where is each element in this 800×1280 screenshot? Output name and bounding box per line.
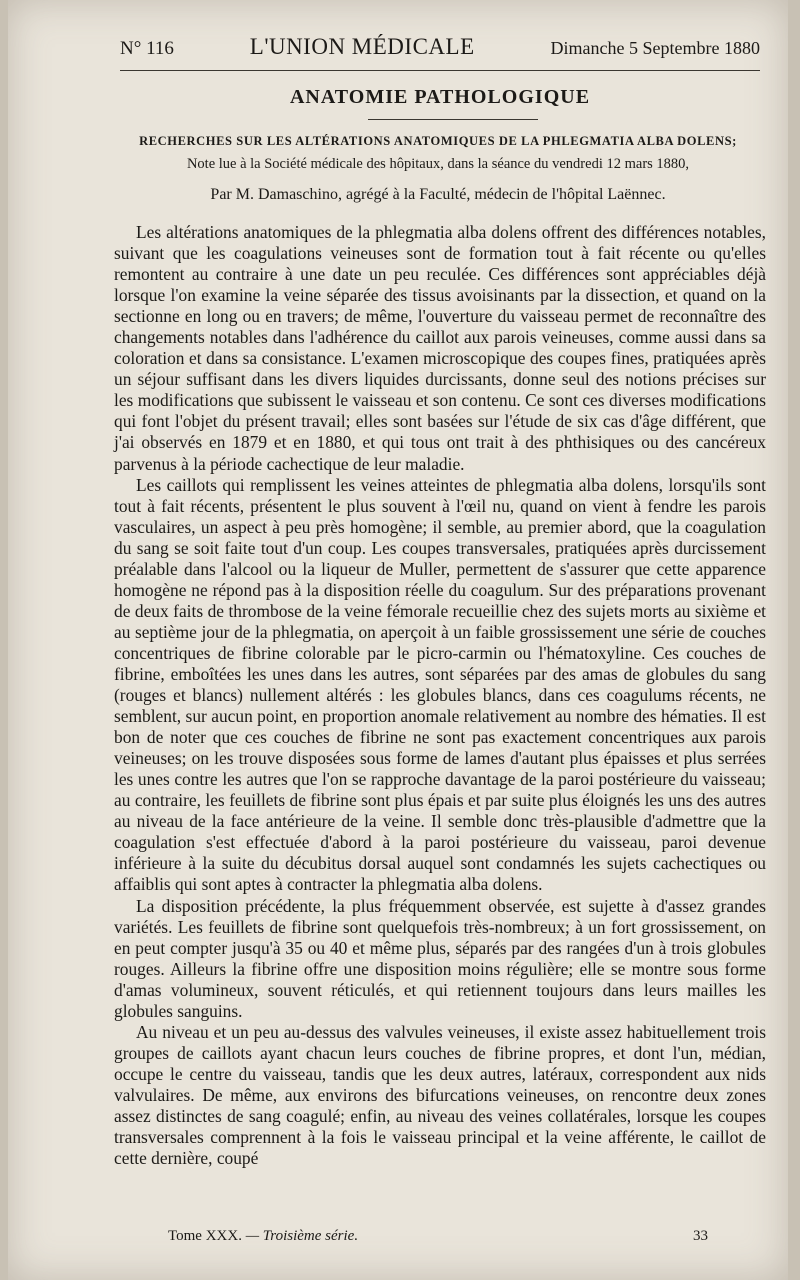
volume: Tome XXX.	[168, 1228, 242, 1244]
journal-page	[8, 0, 788, 1280]
issue-date: Dimanche 5 Septembre 1880	[550, 38, 760, 58]
paragraph: Les caillots qui remplissent les veines atteintes de phlegmatia alba dolens, lorsqu'ils sont tout à fait récents, présentent le plus souvent à l'œil nu, quand on vient à fendre les parois vasculaires, un aspect à peu près homogène; il semble, au premier abord, que la coagulation du sang se soit faite tout d'un coup. Les coupes transversales, pratiquées après durcissement préalable dans l'alcool ou la liqueur de Muller, permettent de s'assurer que cette apparence homogène ne répond pas à la disposition réelle du coagulum. Sur des préparations provenant de deux faits de thrombose de la veine fémorale recueillie chez des sujets morts au sixième et au septième jour de la phlegmatia, on aperçoit à un faible grossissement une série de couches concentriques de fibrine colorable par le picro-carmin ou l'hématoxyline. Ces couches de fibrine, emboîtées les unes dans les autres, sont séparées par des amas de globules du sang (rouges et blancs) nullement altérés : les globules blancs, dans ces coagulums récents, ne semblent, sur aucun point, en proportion anomale relativement au nombre des hématies. Il est bon de noter que ces couches de fibrine ne sont pas exactement concentriques aux parois veineuses; on les trouve disposées sous forme de lames d'autant plus épaisses et plus serrées les unes contre les autres que l'on se rapproche davantage de la paroi postérieure du vaisseau; au contraire, les feuillets de fibrine sont plus épais et par suite plus éloignés les uns des autres au niveau de la face antérieure de la veine. Il semble donc très-plausible d'admettre que la coagulation s'est effectuée d'abord à la paroi postérieure du vaisseau, paroi devenue inférieure à la suite du décubitus dorsal auquel sont condamnés les sujets cachectiques ou affaiblis qui sont aptes à contracter la phlegmatia alba dolens.	[114, 474, 766, 895]
article-note: Note lue à la Société médicale des hôpitaux, dans la séance du vendredi 12 mars 1880,	[186, 156, 690, 172]
series: — Troisième série.	[245, 1228, 359, 1244]
paragraph: Les altérations anatomiques de la phlegmatia alba dolens offrent des différences notables, suivant que les coagulations veineuses sont de formation tout à fait récente ou qu'elles remontent au contraire à une date un peu reculée. Ces différences sont appréciables déjà lorsque l'on examine la veine séparée des tissus avoisinants par la dissection, et quand on la sectionne en long ou en travers; de même, l'ouverture du vaisseau permet de reconnaître des changements notables dans l'adhérence du caillot aux parois veineuses, comme aussi dans sa coloration et dans sa consistance. L'examen microscopique des coupes fines, pratiquées après un séjour suffisant dans les divers liquides durcissants, donne seul des notions précises sur les modifications que subissent le vaisseau et son contenu. Ce sont ces diverses modifications qui font l'objet du présent travail; elles sont basées sur l'étude de six cas d'âge différent, que j'ai observés en 1879 et en 1880, et qui tous ont trait à des phthisiques ou des cancéreux parvenus à la période cachectique de leur maladie.	[114, 222, 766, 474]
page-footer	[168, 1228, 708, 1245]
section-title: ANATOMIE PATHOLOGIQUE	[289, 86, 591, 108]
paragraph: La disposition précédente, la plus fréquemment observée, est sujette à d'assez grandes variétés. Les feuillets de fibrine sont quelquefois très-nombreux; à un fort grossissement, on en peut compter jusqu'à 35 ou 40 et même plus, séparés par des rangées d'un à trois globules rouges. Ailleurs la fibrine offre une disposition moins régulière; elle se montre sous forme d'amas volumineux, souvent réticulés, et qui retiennent toujours dans leurs mailles les globules sanguins.	[114, 895, 766, 1021]
page-number: 33	[693, 1228, 708, 1244]
journal-title: L'UNION MÉDICALE	[249, 34, 475, 59]
header-rule	[120, 70, 760, 71]
article-body	[114, 222, 766, 1169]
volume-info	[168, 1228, 358, 1245]
paragraph: Au niveau et un peu au-dessus des valvules veineuses, il existe assez habituellement trois groupes de caillots ayant chacun leurs couches de fibrine propres, et dont l'un, médian, occupe le centre du vaisseau, tandis que les deux autres, latéraux, correspondent aux nids valvulaires. De même, aux environs des bifurcations veineuses, on rencontre deux zones assez distinctes de sang coagulé; enfin, au niveau des veines collatérales, lorsque les coupes transversales comprennent à la fois le vaisseau principal et la veine afférente, le caillot de cette dernière, coupé	[114, 1021, 766, 1169]
article-title: RECHERCHES SUR LES ALTÉRATIONS ANATOMIQUES DE LA PHLEGMATIA ALBA DOLENS;	[139, 134, 737, 148]
section-rule	[368, 119, 538, 120]
issue-number: N° 116	[120, 38, 174, 59]
page-header	[120, 34, 760, 64]
article-author: Par M. Damaschino, agrégé à la Faculté, médecin de l'hôpital Laënnec.	[210, 186, 666, 203]
